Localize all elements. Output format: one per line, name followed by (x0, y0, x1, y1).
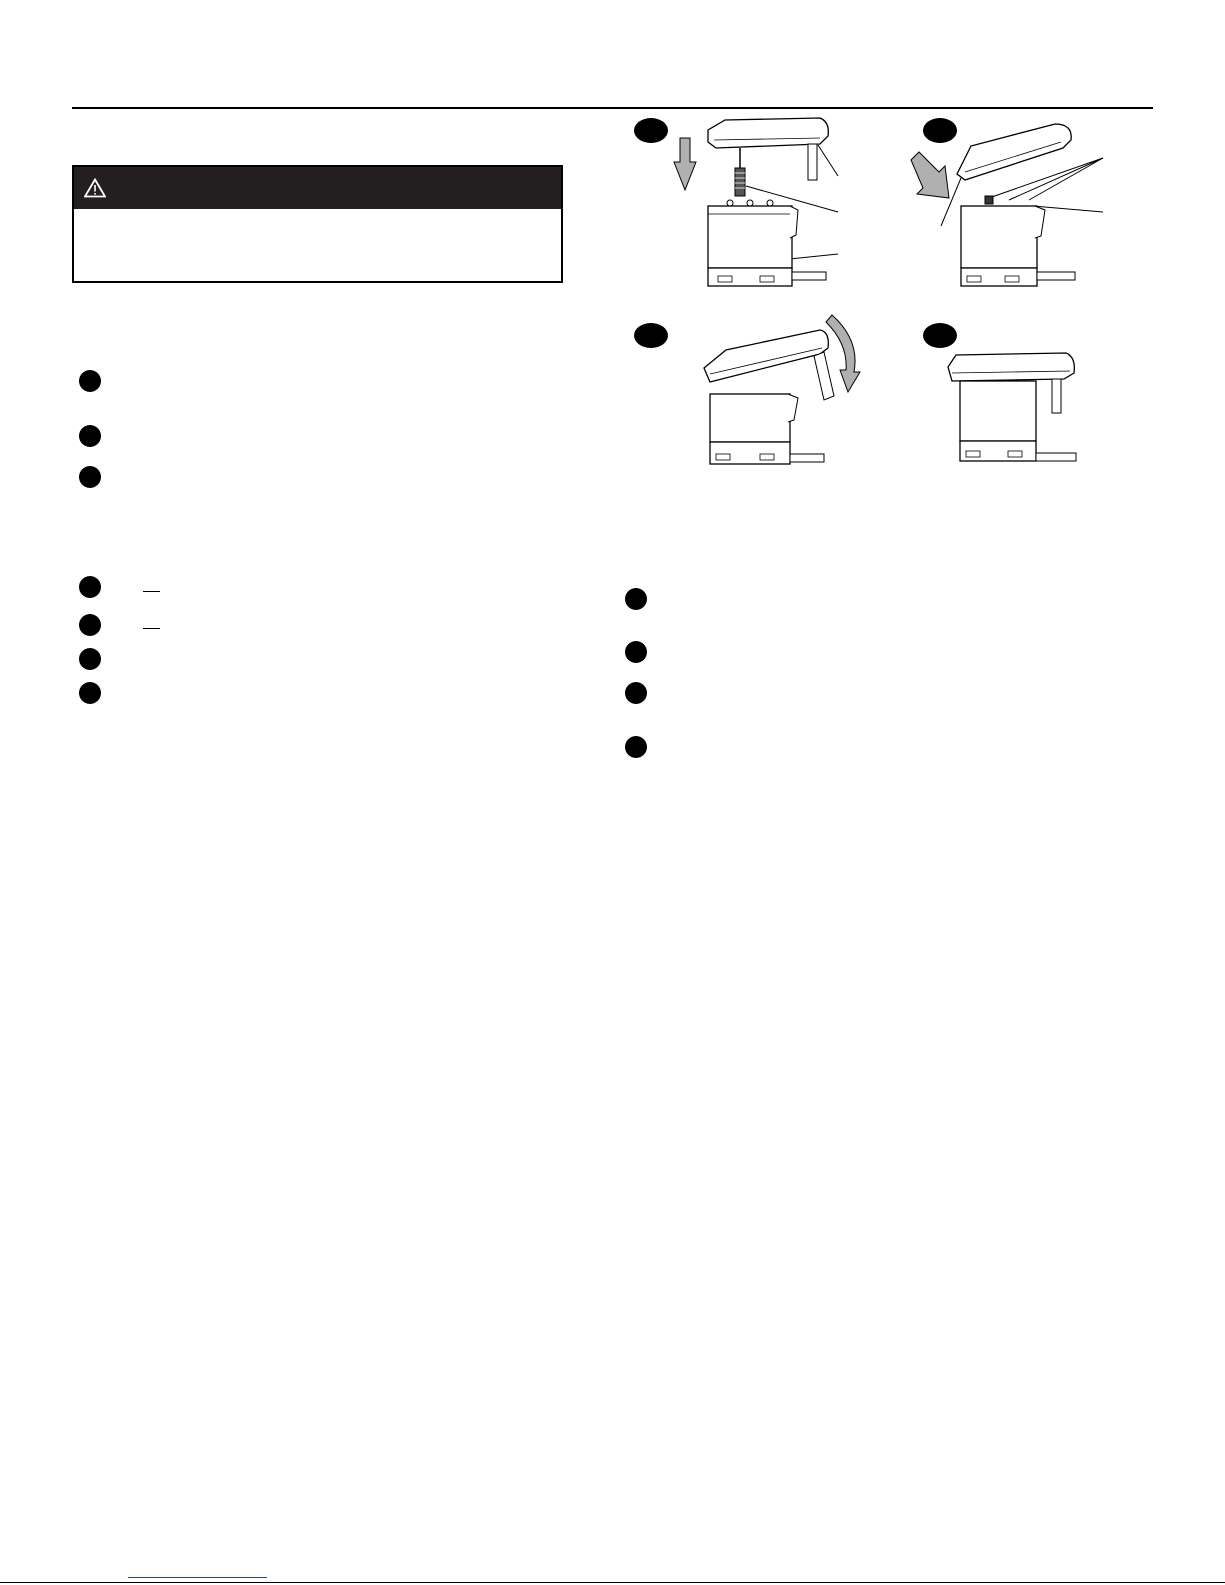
footer-link[interactable] (128, 1577, 267, 1578)
step-marker-2 (79, 614, 101, 636)
step-marker-3 (79, 648, 101, 670)
diagonal-arrow-icon (911, 152, 949, 198)
step-marker-3 (625, 682, 647, 704)
warning-header (74, 167, 561, 209)
step-marker-4 (79, 682, 101, 704)
step-marker-1 (79, 370, 101, 392)
diagram-badge-3 (634, 323, 668, 348)
warning-text (74, 209, 561, 225)
assembly-figure-4 (940, 345, 1090, 475)
step-marker-3 (79, 466, 101, 488)
warning-box (72, 165, 563, 283)
step-marker-2 (79, 425, 101, 447)
underline-mark (143, 591, 160, 592)
down-arrow-icon (674, 138, 696, 190)
step-marker-4 (625, 736, 647, 758)
assembly-figure-3 (690, 310, 875, 470)
step-marker-2 (625, 641, 647, 663)
step-marker-1 (79, 576, 101, 598)
bottom-rule (0, 1582, 1225, 1583)
assembly-figure-2 (905, 110, 1110, 295)
diagram-badge-1 (634, 118, 668, 143)
curved-arrow-icon (826, 315, 860, 392)
underline-mark (143, 628, 160, 629)
assembly-figure-1 (670, 110, 855, 295)
top-rule (72, 107, 1153, 109)
step-marker-1 (625, 588, 647, 610)
warning-triangle-icon (84, 178, 106, 198)
